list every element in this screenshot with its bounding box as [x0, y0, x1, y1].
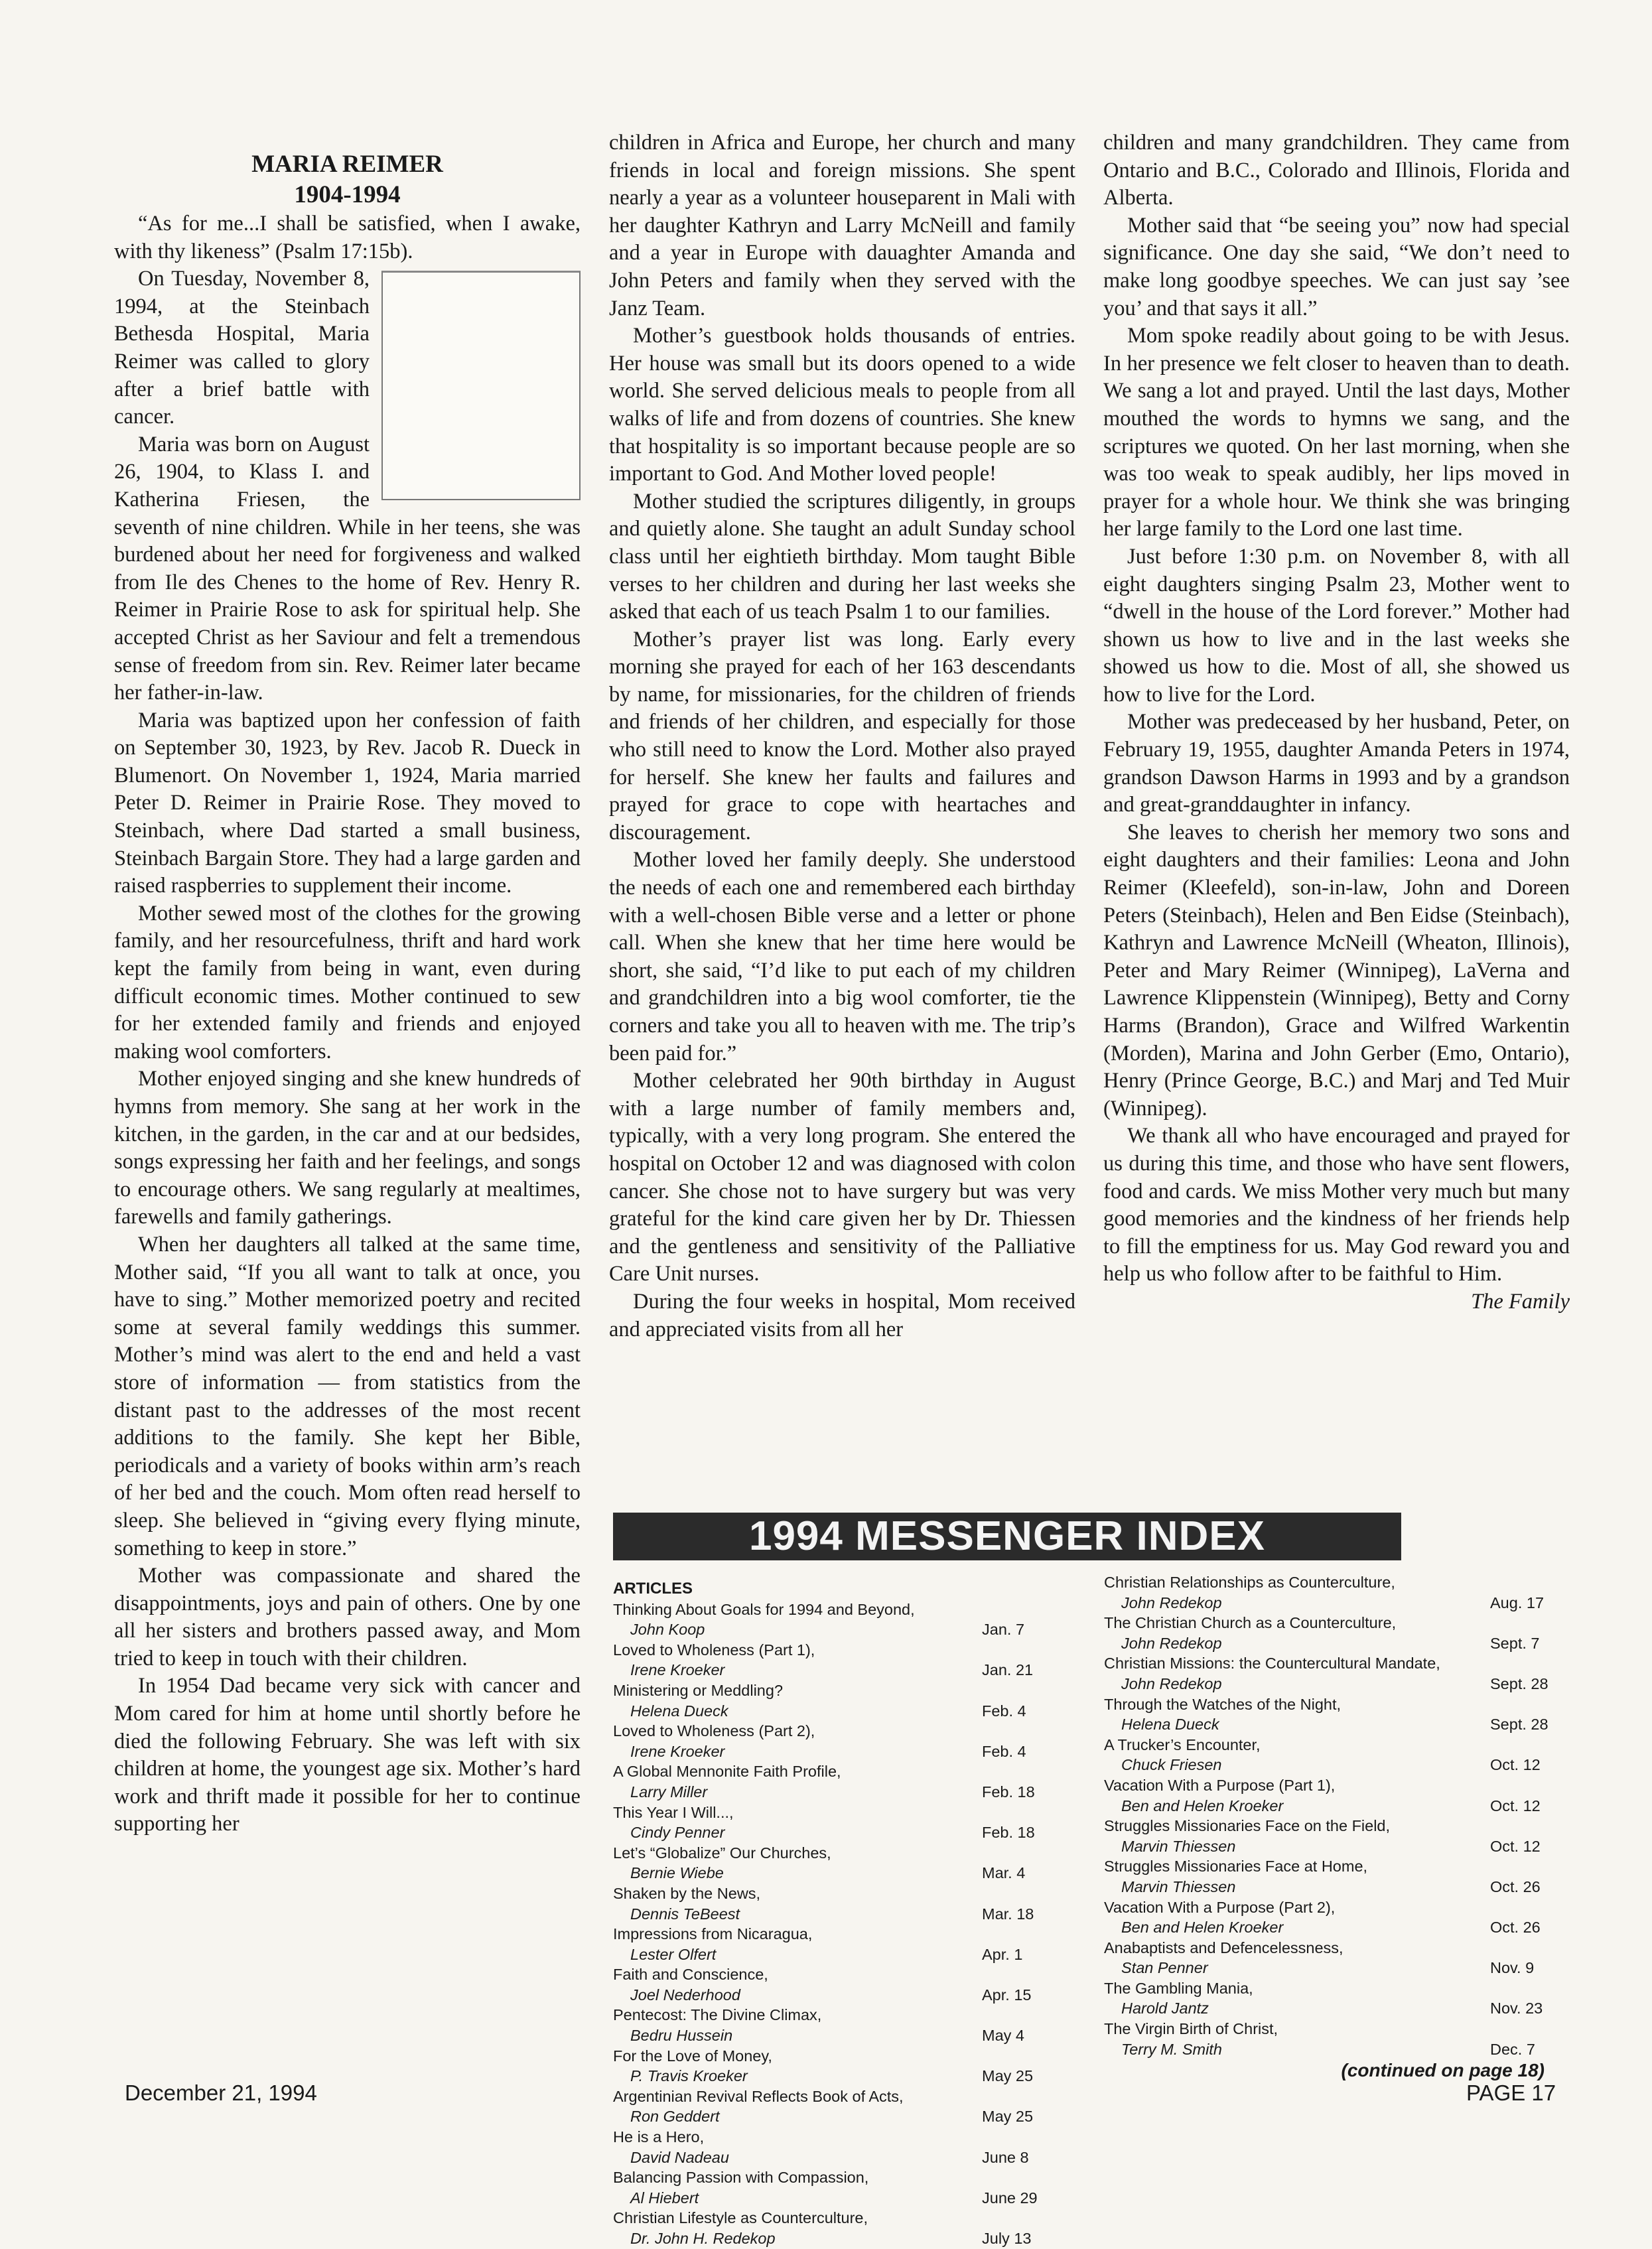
index-entry-author: Irene Kroeker [630, 1661, 725, 1679]
index-entry [613, 1640, 1051, 1680]
index-entry [613, 1600, 1051, 1640]
index-entry-title: The Virgin Birth of Christ, [1104, 2020, 1278, 2038]
index-entry-date: Feb. 18 [982, 1783, 1035, 1801]
index-entry [1104, 1856, 1559, 1897]
obituary-paragraph: In 1954 Dad became very sick with cancer and Mom cared for him at home until shortly before he died the following February. She was left with six children at home, the youngest age six. Mother’s hard work and thrift made it possible for her to continue supporting her [114, 1674, 581, 1836]
index-entry-author: Irene Kroeker [630, 1742, 725, 1760]
index-entry-author: Ben and Helen Kroeker [1121, 1919, 1284, 1937]
index-entry [613, 1803, 1051, 1843]
index-entry [613, 1883, 1051, 1924]
obituary-paragraph: Mother studied the scriptures diligently, in groups and quietly alone. She taught an adult Sunday school class until her eightieth birthday. Mom taught Bible verses to her children and during her last weeks she asked that each of us teach Psalm 1 to our families. [609, 489, 1075, 624]
index-entry [1104, 1897, 1559, 1938]
index-entry-date: Nov. 23 [1490, 2000, 1543, 2017]
index-entry-title: The Christian Church as a Counterculture, [1104, 1614, 1397, 1632]
index-entry [613, 1924, 1051, 1964]
index-entry [1104, 1938, 1559, 1978]
index-entry [613, 2005, 1051, 2045]
index-entry [613, 1761, 1051, 1802]
index-entry-date: Oct. 12 [1490, 1756, 1541, 1774]
index-entry-date: May 25 [982, 2108, 1034, 2126]
index-entry-date: Mar. 18 [982, 1905, 1034, 1923]
index-entry-title: This Year I Will..., [613, 1803, 734, 1821]
index-entry-author: John Redekop [1121, 1634, 1222, 1652]
index-entry-date: Nov. 9 [1490, 1959, 1535, 1977]
index-entry-author: Dennis TeBeest [630, 1905, 740, 1923]
index-entry-author: Dr. John H. Redekop [630, 2230, 776, 2247]
obituary-paragraph: She leaves to cherish her memory two sons and eight daughters and their families: Leona and John Reimer (Kleefeld), son-in-law, John and Doreen Peters (Steinbach), Helen and Ben Eidse (Steinbach), Kathryn and Lawrence McNeill (Wheaton, Illinois), Peter and Mary Reimer (Winnipeg), LaVerna and Lawrence Klippenstein (Winnipeg), Betty and Corny Harms (Brandon), Grace and Wilfred Warkentin (Morden), Marina and John Gerber (Emo, Ontario), Henry (Prince George, B.C.) and Marj and Ted Muir (Winnipeg). [1103, 820, 1570, 1121]
index-entry [1104, 1572, 1559, 1613]
index-entry-date: Feb. 4 [982, 1742, 1026, 1760]
index-entry-title: Loved to Wholeness (Part 2), [613, 1722, 815, 1740]
index-entry [613, 1680, 1051, 1721]
index-entry-title: A Global Mennonite Faith Profile, [613, 1763, 841, 1781]
obituary-paragraph: children in Africa and Europe, her church and many friends in local and foreign missions. She spent nearly a year as a volunteer houseparent in Mali with her daughter Kathryn and Larry McNeill and family and a year in Europe with dauaghter Amanda and John Peters and family when they served with the Janz Team. [609, 131, 1075, 320]
index-entry-date: July 13 [982, 2230, 1032, 2247]
index-entry-date: Feb. 4 [982, 1702, 1026, 1720]
obituary-paragraph: When her daughters all talked at the same time, Mother said, “If you all want to talk at once, you have to sing.” Mother memorized poetry and recited some at several family weddings this summer. Mother’s mind was alert to the end and held a vast store of information — from statistics from the distant past to the addresses of the most recent additions to the family. She kept her Bible, periodicals and a variety of books within arm’s reach of her bed and the couch. Mom often read herself to sleep. She believed in “giving every flying minute, something to keep in store.” [114, 1232, 581, 1560]
index-entry-date: June 29 [982, 2189, 1038, 2207]
index-entry-author: Chuck Friesen [1121, 1756, 1222, 1774]
index-banner: 1994 MESSENGER INDEX [613, 1513, 1401, 1560]
index-entry-title: Loved to Wholeness (Part 1), [613, 1641, 815, 1659]
index-entry-title: Vacation With a Purpose (Part 2), [1104, 1898, 1336, 1916]
index-entry [1104, 1978, 1559, 2019]
index-section-label: ARTICLES [613, 1580, 693, 1598]
index-entry [613, 1721, 1051, 1761]
index-entry [613, 1964, 1051, 2005]
index-entry-author: Marvin Thiessen [1121, 1877, 1236, 1895]
index-entry-title: He is a Hero, [613, 2128, 705, 2146]
obituary-paragraph: Mother’s prayer list was long. Early every morning she prayed for each of her 163 descendants by name, for missionaries, for the children of friends and friends of her children, and especially for those who still need to know the Lord. Mother also prayed for herself. She knew her faults and failures and prayed for grace to cope with heartaches and discouragement. [609, 627, 1075, 845]
index-entry-author: Bedru Hussein [630, 2027, 733, 2045]
index-entry-date: Sept. 28 [1490, 1674, 1549, 1692]
index-entry-date: Oct. 12 [1490, 1797, 1541, 1814]
index-entry-title: Pentecost: The Divine Climax, [613, 2006, 822, 2024]
index-entry-author: Ben and Helen Kroeker [1121, 1797, 1284, 1814]
index-entry-author: P. Travis Kroeker [630, 2067, 748, 2085]
index-entry-title: Thinking About Goals for 1994 and Beyond, [613, 1600, 915, 1618]
obituary-paragraph: Maria was born on August 26, 1904, to Klass I. and Katherina Friesen, the seventh of nine children. While in her teens, she was burdened about her need for forgiveness and walked from Ile des Chenes to the home of Rev. Henry R. Reimer in Prairie Rose to ask for spiritual help. She accepted Christ as her Saviour and felt a tremendous sense of freedom from sin. Rev. Reimer later became her father-in-law. [114, 432, 581, 705]
index-entry-title: Christian Lifestyle as Counterculture, [613, 2209, 868, 2227]
obituary-paragraph: Mother sewed most of the clothes for the growing family, and her resourcefulness, thrift and hard work kept the family from being in want, even during difficult economic times. Mother continued to sew for her extended family and friends and enjoyed making wool comforters. [114, 901, 581, 1063]
index-entry [613, 2127, 1051, 2167]
index-entry-title: For the Love of Money, [613, 2047, 772, 2065]
footer-page-number: PAGE 17 [1466, 2080, 1556, 2105]
index-entry-date: Oct. 26 [1490, 1919, 1541, 1937]
index-entry-title: Impressions from Nicaragua, [613, 1925, 813, 1943]
index-entry-title: A Trucker’s Encounter, [1104, 1736, 1261, 1753]
index-entry-author: Bernie Wiebe [630, 1864, 724, 1882]
index-entry-title: Christian Missions: the Countercultural Mandate, [1104, 1655, 1440, 1672]
index-right-list [1104, 1572, 1559, 2082]
index-continued-note: (continued on page 18) [1341, 2060, 1545, 2081]
index-entry [1104, 1653, 1559, 1694]
index-entry-title: Ministering or Meddling? [613, 1681, 784, 1699]
index-entry [613, 2046, 1051, 2086]
index-entry-date: Apr. 15 [982, 1986, 1032, 2004]
index-entry-title: Let’s “Globalize” Our Churches, [613, 1844, 831, 1862]
index-entry-author: Terry M. Smith [1121, 2040, 1222, 2058]
index-entry-author: Lester Olfert [630, 1945, 717, 1963]
index-entry-title: Argentinian Revival Reflects Book of Acts, [613, 2087, 904, 2105]
index-entry [613, 1843, 1051, 1883]
index-entry [1104, 2019, 1559, 2059]
index-entry-date: Sept. 28 [1490, 1716, 1549, 1734]
index-entry [1104, 1735, 1559, 1775]
obituary-paragraph: On Tuesday, November 8, 1994, at the Steinbach Bethesda Hospital, Maria Reimer was called to glory after a brief battle with cancer. [114, 267, 370, 429]
index-entry-date: Feb. 18 [982, 1824, 1035, 1842]
index-entry-author: Helena Dueck [1121, 1716, 1219, 1734]
index-entry-author: John Koop [630, 1621, 705, 1639]
index-entry-title: Anabaptists and Defencelessness, [1104, 1939, 1343, 1956]
obituary-signature: The Family [1471, 1289, 1570, 1314]
obituary-paragraph: We thank all who have encouraged and prayed for us during this time, and those who have sent flowers, food and cards. We miss Mother very much but many good memories and the kindness of her friends help to fill the emptiness for us. May God reward you and help us who follow after to be faithful to Him. [1103, 1124, 1570, 1286]
obituary-title-years: 1904-1994 [294, 181, 401, 208]
index-entry-date: Dec. 7 [1490, 2040, 1535, 2058]
index-entry-title: Through the Watches of the Night, [1104, 1695, 1342, 1713]
index-entry-title: Struggles Missionaries Face at Home, [1104, 1858, 1368, 1875]
index-entry-date: Sept. 7 [1490, 1634, 1540, 1652]
obituary-photo-placeholder [381, 271, 581, 500]
obituary-paragraph: Mother was compassionate and shared the disappointments, joys and pain of others. One by one all her sisters and brothers passed away, and Mom tried to keep in touch with their children. [114, 1564, 581, 1670]
footer-date: December 21, 1994 [125, 2080, 317, 2105]
index-entry-author: Marvin Thiessen [1121, 1837, 1236, 1855]
obituary-paragraph: Mother celebrated her 90th birthday in August with a large number of family members and, typically, with a very long program. She entered the hospital on October 12 and was diagnosed with colon cancer. She chose not to have surgery but was very grateful for the kind care given her by Dr. Thiessen and the gentleness and sensitivity of the Palliative Care Unit nurses. [609, 1069, 1075, 1286]
index-entry-author: Al Hiebert [630, 2189, 699, 2207]
index-entry-title: Vacation With a Purpose (Part 1), [1104, 1776, 1336, 1794]
index-entry-date: May 25 [982, 2067, 1034, 2085]
index-entry-date: Oct. 12 [1490, 1837, 1541, 1855]
index-entry-title: The Gambling Mania, [1104, 1979, 1253, 1997]
index-entry-author: Ron Geddert [630, 2108, 720, 2126]
obituary-paragraph: Mother loved her family deeply. She understood the needs of each one and remembered each birthday with a well-chosen Bible verse and a letter or phone call. When she knew that her time here would be short, she said, “I’d like to put each of my children and grandchildren into a big wool comforter, tie the corners and take you all to heaven with me. The trip’s been paid for.” [609, 848, 1075, 1065]
index-entry-author: John Redekop [1121, 1674, 1222, 1692]
index-entry-date: May 4 [982, 2027, 1024, 2045]
obituary-paragraph: children and many grandchildren. They came from Ontario and B.C., Colorado and Illinois, Florida and Alberta. [1103, 131, 1570, 210]
index-entry-date: Jan. 7 [982, 1621, 1025, 1639]
index-entry [1104, 1694, 1559, 1735]
index-entry-date: Aug. 17 [1490, 1594, 1545, 1611]
index-entry-title: Christian Relationships as Counterculture, [1104, 1574, 1395, 1591]
index-entry-author: John Redekop [1121, 1594, 1222, 1611]
index-entry-author: David Nadeau [630, 2148, 729, 2166]
obituary-column-1 [114, 149, 581, 1838]
index-entry-date: June 8 [982, 2148, 1029, 2166]
index-entry-title: Struggles Missionaries Face on the Field, [1104, 1817, 1391, 1835]
obituary-paragraph: Mother enjoyed singing and she knew hundreds of hymns from memory. She sang at her work in the kitchen, in the garden, in the car and at our bedsides, songs expressing her faith and her feelings, and songs to encourage others. We sang regularly at mealtimes, farewells and family gatherings. [114, 1067, 581, 1229]
obituary-paragraph: Mother’s guestbook holds thousands of entries. Her house was small but its doors opened to a wide world. She served delicious meals to people from all walks of life and from dozens of countries. She knew that hospitality is so important because people are so important to God. And Mother loved people! [609, 324, 1075, 486]
index-entry-author: Helena Dueck [630, 1702, 728, 1720]
obituary-paragraph: During the four weeks in hospital, Mom received and appreciated visits from all her [609, 1289, 1075, 1341]
obituary-column-2 [609, 129, 1075, 1343]
index-entry [613, 2086, 1051, 2127]
index-entry [1104, 1775, 1559, 1816]
index-entry-title: Shaken by the News, [613, 1884, 761, 1902]
obituary-column-3 [1103, 129, 1570, 1316]
index-entry-title: Balancing Passion with Compassion, [613, 2169, 869, 2187]
index-entry [1104, 1613, 1559, 1653]
obituary-paragraph: Maria was baptized upon her confession of faith on September 30, 1923, by Rev. Jacob R. Dueck in Blumenort. On November 1, 1924, Maria married Peter D. Reimer in Prairie Rose. They moved to Steinbach, where Dad started a small business, Steinbach Bargain Store. They had a large garden and raised raspberries to supplement their income. [114, 708, 581, 898]
index-entry [613, 2167, 1051, 2208]
obituary-paragraph: Mother was predeceased by her husband, Peter, on February 19, 1955, daughter Amanda Peters in 1974, grandson Dawson Harms in 1993 and by a grandson and great-granddaughter in infancy. [1103, 710, 1570, 817]
index-left-list [613, 1579, 1051, 2249]
index-entry-author: Joel Nederhood [630, 1986, 740, 2004]
obituary-paragraph: “As for me...I shall be satisfied, when I awake, with thy likeness” (Psalm 17:15b). [114, 212, 581, 263]
index-entry-author: Cindy Penner [630, 1824, 725, 1842]
index-entry-author: Harold Jantz [1121, 2000, 1209, 2017]
obituary-title-name: MARIA REIMER [251, 151, 443, 178]
index-entry-author: Stan Penner [1121, 1959, 1208, 1977]
index-entry-title: Faith and Conscience, [613, 1966, 768, 1984]
index-entry-date: Jan. 21 [982, 1661, 1034, 1679]
index-entry-date: Apr. 1 [982, 1945, 1023, 1963]
index-entry [1104, 1816, 1559, 1856]
obituary-paragraph: Just before 1:30 p.m. on November 8, with all eight daughters singing Psalm 23, Mother went to “dwell in the house of the Lord forever.” Mother had shown us how to live and in the last weeks she showed us how to die. Most of all, she showed us how to live for the Lord. [1103, 544, 1570, 707]
index-entry [613, 2208, 1051, 2248]
index-entry-author: Larry Miller [630, 1783, 708, 1801]
obituary-paragraph: Mom spoke readily about going to be with Jesus. In her presence we felt closer to heaven than to death. We sang a lot and prayed. Until the last days, Mother mouthed the words to hymns we sang, and the scriptures we quoted. On her last morning, when she was too weak to speak audibly, her lips moved in prayer for a whole hour. We think she was bringing her large family to the Lord one last time. [1103, 324, 1570, 541]
index-entry-date: Oct. 26 [1490, 1877, 1541, 1895]
obituary-paragraph: Mother said that “be seeing you” now had special significance. One day she said, “We don’t need to make long goodbye speeches. We can just say ’see you’ and that says it all.” [1103, 213, 1570, 320]
index-entry-date: Mar. 4 [982, 1864, 1026, 1882]
